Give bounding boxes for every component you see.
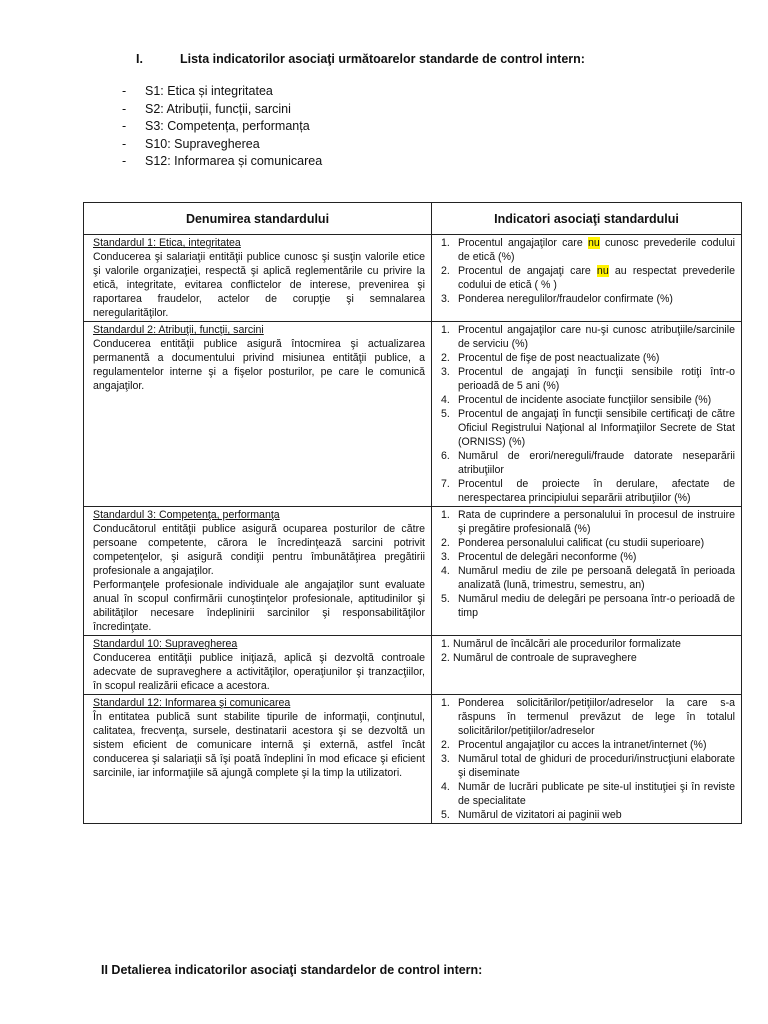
indicator-text: Procentul angajaţilor care nu cunosc prevederile codului de etică (%) — [458, 237, 735, 263]
indicator-number: 3. — [441, 753, 450, 765]
table-row — [84, 636, 742, 695]
list-item — [441, 738, 735, 752]
list-item — [441, 752, 735, 780]
indicator-number: 5. — [441, 593, 450, 605]
standard-description: În entitatea publică sunt stabilite tipurile de informaţii, conţinutul, calitatea, frecvenţa, sursele, destinatarii acestora şi se dezvoltă un sistem eficient de comunicare internă şi externă, astfel încât conducerea şi salariaţii să îşi poată îndeplini în mod eficace şi eficient sarcinile, iar informaţiile să ajungă complete şi la timp la utilizatori. — [93, 711, 425, 779]
bullet-dash: - — [122, 101, 127, 116]
standard-title: Standardul 10: Supravegherea — [93, 638, 238, 650]
standard-description: Conducătorul entităţii publice asigură ocuparea posturilor de către persoane competente, cărora le încredinţează sarcini potrivit competenţelor, şi asigură condiţii pentru îmbunătăţirea pregătirii profesionale a angajaţilor. — [93, 523, 425, 577]
indicator-number: 7. — [441, 478, 450, 490]
indicators-list — [441, 696, 735, 822]
indicator-text: Numărul total de ghiduri de proceduri/instrucţiuni elaborate şi diseminate — [458, 753, 735, 779]
standard-title: Standardul 1: Etica, integritatea — [93, 237, 241, 249]
list-item — [122, 153, 322, 171]
list-item — [441, 292, 735, 306]
indicator-number: 4. — [441, 394, 450, 406]
indicator-number: 1. — [441, 324, 450, 336]
indicator-text: Procentul angajaţilor cu acces la intranet/internet (%) — [458, 739, 707, 751]
standard-description: Conducerea entităţii publice iniţiază, aplică şi dezvoltă controale adecvate de supraveghere a activităţilor, operaţiunilor şi tranzacţiilor, în scopul realizării eficace a acestora. — [93, 652, 425, 692]
indicators-list — [441, 236, 735, 306]
list-item — [441, 696, 735, 738]
indicator-number: 2. — [441, 652, 450, 664]
standard-item-s1: S1: Etica și integritatea — [145, 84, 273, 98]
list-item — [441, 550, 735, 564]
standard-item-s3: S3: Competența, performanța — [145, 119, 310, 133]
standard-item-s2: S2: Atribuții, funcții, sarcini — [145, 101, 291, 116]
list-item — [441, 393, 735, 407]
standard-item-s10: S10: Supravegherea — [145, 136, 260, 151]
list-item — [441, 536, 735, 550]
list-item — [122, 101, 322, 119]
list-item — [441, 564, 735, 592]
header-standard-name: Denumirea standardului — [84, 203, 432, 235]
standard-description-2: Performanţele profesionale individuale ale angajaţilor sunt evaluate anual în scopul confirmării cunoştinţelor profesionale, aptitudinilor şi abilităţilor necesare îndeplinirii sarcinilor şi responsabilităţilor încredinţate. — [93, 579, 425, 633]
indicator-text: Numărul mediu de delegări pe persoana într-o perioadă de timp — [458, 593, 735, 619]
indicator-number: 5. — [441, 809, 450, 821]
standard-cell — [84, 507, 432, 636]
indicator-number: 4. — [441, 565, 450, 577]
indicator-number: 5. — [441, 408, 450, 420]
indicator-number: 2. — [441, 265, 450, 277]
section-1-title: Lista indicatorilor asociaţi următoarelor standarde de control intern: — [180, 52, 585, 66]
list-item — [441, 365, 735, 393]
indicator-number: 2. — [441, 352, 450, 364]
section-2-heading: II Detalierea indicatorilor asociaţi standardelor de control intern: — [101, 963, 483, 977]
table-row — [84, 322, 742, 507]
indicators-cell — [432, 235, 742, 322]
standard-title: Standardul 2: Atribuţii, funcţii, sarcini — [93, 324, 264, 336]
indicator-text: Procentul de incidente asociate funcţiilor sensibile (%) — [458, 394, 712, 406]
indicators-cell — [432, 322, 742, 507]
indicator-number: 2. — [441, 537, 450, 549]
list-item — [441, 508, 735, 536]
list-item — [441, 808, 735, 822]
indicator-text: Ponderea personalului calificat (cu studii superioare) — [458, 537, 705, 549]
indicator-number: 1. — [441, 237, 450, 249]
indicator-text: Numărul de erori/nereguli/fraude datorate neseparării atribuţiilor — [458, 450, 735, 476]
list-item — [441, 637, 735, 651]
standard-cell — [84, 695, 432, 824]
indicators-cell — [432, 636, 742, 695]
indicator-number: 4. — [441, 781, 450, 793]
standard-description: Conducerea entităţii publice asigură întocmirea şi actualizarea permanentă a documentului privind misiunea entităţii publice, a regulamentelor interne şi a fişelor posturilor, pe care le comunică angajaţilor. — [93, 338, 425, 392]
bullet-dash: - — [122, 84, 127, 98]
indicators-cell — [432, 695, 742, 824]
indicators-cell — [432, 507, 742, 636]
indicator-text: Procentul de delegări neconforme (%) — [458, 551, 637, 563]
standard-title: Standardul 12: Informarea şi comunicarea — [93, 697, 291, 709]
list-item — [441, 323, 735, 351]
section-1-heading — [136, 52, 585, 66]
indicator-number: 3. — [441, 293, 450, 305]
indicator-text: Procentul de fişe de post neactualizate (%) — [458, 352, 660, 364]
list-item — [441, 592, 735, 620]
highlighted-word: nu — [596, 265, 609, 277]
indicator-number: 1. — [441, 509, 450, 521]
indicator-text: Numărul de controale de supraveghere — [453, 652, 637, 664]
highlighted-word: nu — [587, 237, 600, 249]
standard-cell — [84, 322, 432, 507]
standards-indicators-table — [83, 202, 742, 824]
indicator-text: Procentul angajaţilor care nu-şi cunosc atribuţiile/sarcinile de serviciu (%) — [458, 324, 735, 350]
indicator-text: Numărul de încălcări ale procedurilor formalizate — [453, 638, 681, 650]
indicator-number: 2. — [441, 739, 450, 751]
section-1-number: I. — [136, 52, 143, 66]
indicator-text: Procentul de proiecte în derulare, afectate de nerespectarea principiului separării atribuţiilor (%) — [458, 478, 735, 504]
bullet-dash: - — [122, 136, 127, 151]
bullet-dash: - — [122, 154, 127, 168]
table-header-row — [84, 203, 742, 235]
standard-cell — [84, 235, 432, 322]
list-item — [441, 264, 735, 292]
table-row — [84, 507, 742, 636]
indicator-number: 3. — [441, 366, 450, 378]
list-item — [441, 780, 735, 808]
list-item — [122, 118, 322, 136]
indicator-text: Procentul de angajaţi în funcţii sensibile rotiţi într-o perioadă de 5 ani (%) — [458, 366, 735, 392]
list-item — [441, 351, 735, 365]
indicator-text: Număr de lucrări publicate pe site-ul instituţiei şi în reviste de specialitate — [458, 781, 735, 807]
list-item — [441, 449, 735, 477]
indicator-text: Rata de cuprindere a personalului în procesul de instruire şi pregătire profesională (%) — [458, 509, 735, 535]
standards-list — [122, 83, 322, 171]
indicator-text: Procentul de angajaţi în funcţii sensibile certificaţi de către Oficiul Registrului Naţional al Informaţiilor Secrete de Stat (ORNISS) (%) — [458, 408, 735, 448]
list-item — [441, 477, 735, 505]
indicator-number: 1. — [441, 638, 450, 650]
standard-item-s12: S12: Informarea și comunicarea — [145, 154, 323, 168]
indicators-list — [441, 508, 735, 620]
indicator-text: Numărul de vizitatori ai paginii web — [458, 809, 622, 821]
list-item — [441, 236, 735, 264]
list-item — [441, 407, 735, 449]
bullet-dash: - — [122, 119, 127, 133]
list-item — [122, 136, 322, 154]
standard-title: Standardul 3: Competenţa, performanţa — [93, 509, 280, 521]
indicator-text: Ponderea neregulilor/fraudelor confirmate (%) — [458, 293, 673, 305]
standard-description: Conducerea şi salariaţii entităţii publice cunosc şi susţin valorile etice şi valorile organizaţiei, respectă şi aplică reglementările cu privire la etică, integritate, evitarea conflictelor de interese, prevenirea şi raportarea fraudelor, actelor de corupţie şi semnalarea neregularităţilor. — [93, 251, 425, 319]
table-row — [84, 235, 742, 322]
standard-cell — [84, 636, 432, 695]
indicator-text: Numărul mediu de zile pe persoană delegată în perioada analizată (lună, trimestru, semestru, an) — [458, 565, 735, 591]
indicators-list — [441, 637, 735, 665]
table-row — [84, 695, 742, 824]
indicator-text: Ponderea solicitărilor/petiţiilor/adreselor la care s-a răspuns în termenul prevăzut de lege în totalul solicitărilor/petiţiilor/adreselor — [458, 697, 735, 737]
list-item — [441, 651, 735, 665]
indicator-number: 6. — [441, 450, 450, 462]
header-indicators: Indicatori asociaţi standardului — [432, 203, 742, 235]
indicator-number: 3. — [441, 551, 450, 563]
indicator-text: Procentul de angajaţi care nu au respectat prevederile codului de etică ( % ) — [458, 265, 735, 291]
indicators-list — [441, 323, 735, 505]
indicator-number: 1. — [441, 697, 450, 709]
list-item — [122, 83, 322, 101]
